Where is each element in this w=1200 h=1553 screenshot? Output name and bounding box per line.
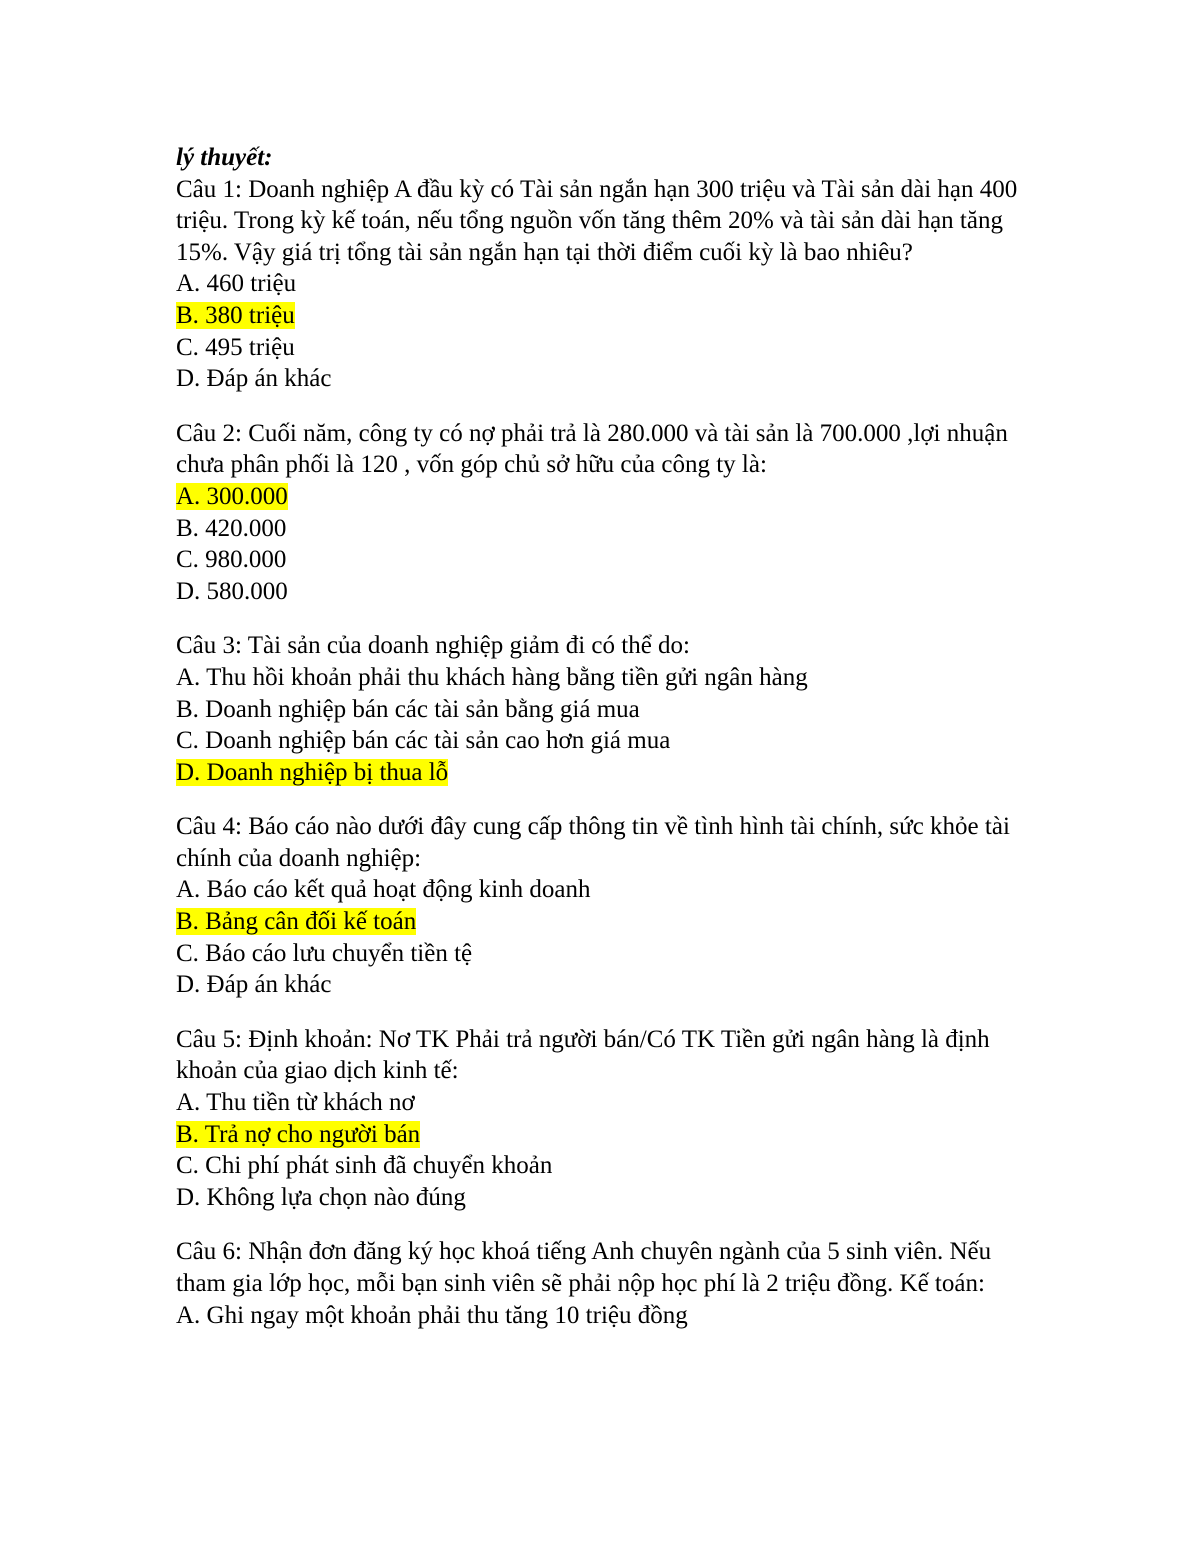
answer-option-label: A. 300.000: [176, 482, 288, 510]
answer-option-label: C. Doanh nghiệp bán các tài sản cao hơn giá mua: [176, 727, 671, 755]
question-block: [176, 174, 1036, 395]
answer-option-label: D. Đáp án khác: [176, 365, 332, 393]
question-text: Câu 3: Tài sản của doanh nghiệp giảm đi có thể do:: [176, 632, 691, 660]
answer-option-label: A. Báo cáo kết quả hoạt động kinh doanh: [176, 876, 591, 904]
answer-option-label: D. 580.000: [176, 577, 288, 605]
answer-option: [176, 544, 1036, 576]
answer-option-label: C. 495 triệu: [176, 333, 295, 361]
answer-option-label: A. Thu tiền từ khách nơ: [176, 1089, 415, 1117]
answer-option-label: C. 980.000: [176, 546, 287, 574]
answer-option-label: A. Thu hồi khoản phải thu khách hàng bằng tiền gửi ngân hàng: [176, 663, 808, 691]
answer-option: [176, 1300, 1036, 1332]
answer-option-label: B. Trả nợ cho người bán: [176, 1120, 421, 1148]
answer-option: [176, 1150, 1036, 1182]
question-list: [176, 174, 1036, 1332]
section-heading: lý thuyết:: [176, 144, 273, 171]
answer-option: [176, 268, 1036, 300]
answer-option-highlighted: [176, 300, 1036, 332]
answer-option-label: B. 380 triệu: [176, 301, 295, 329]
answer-option: [176, 576, 1036, 608]
answer-option-label: D. Doanh nghiệp bị thua lỗ: [176, 758, 449, 786]
answer-option-label: C. Báo cáo lưu chuyển tiền tệ: [176, 939, 473, 967]
answer-option: [176, 513, 1036, 545]
answer-option-label: A. 460 triệu: [176, 270, 297, 298]
answer-option-label: C. Chi phí phát sinh đã chuyển khoản: [176, 1152, 553, 1180]
question-block: [176, 418, 1036, 608]
document-content: [176, 142, 1036, 1354]
answer-option-highlighted: [176, 1119, 1036, 1151]
answer-option-label: B. Doanh nghiệp bán các tài sản bằng giá mua: [176, 695, 640, 723]
answer-option-label: D. Không lựa chọn nào đúng: [176, 1183, 466, 1211]
answer-option-highlighted: [176, 481, 1036, 513]
answer-option: [176, 662, 1036, 694]
answer-option: [176, 363, 1036, 395]
answer-option: [176, 332, 1036, 364]
question-block: [176, 1024, 1036, 1214]
question-text: Câu 1: Doanh nghiệp A đầu kỳ có Tài sản ngắn hạn 300 triệu và Tài sản dài hạn 400 triệu. Trong kỳ kế toán, nếu tổng nguồn vốn tăng thêm 20% và tài sản dài hạn tăng 15%. Vậy giá trị tổng tài sản ngắn hạn tại thời điểm cuối kỳ là bao nhiêu?: [176, 175, 1018, 266]
question-text: Câu 5: Định khoản: Nơ TK Phải trả người bán/Có TK Tiền gửi ngân hàng là định khoản của giao dịch kinh tế:: [176, 1025, 990, 1085]
answer-option-label: D. Đáp án khác: [176, 971, 332, 999]
question-block: [176, 630, 1036, 788]
question-block: [176, 1236, 1036, 1331]
answer-option-label: A. Ghi ngay một khoản phải thu tăng 10 triệu đồng: [176, 1301, 688, 1329]
answer-option: [176, 1087, 1036, 1119]
answer-option: [176, 938, 1036, 970]
answer-option: [176, 725, 1036, 757]
answer-option: [176, 969, 1036, 1001]
answer-option: [176, 694, 1036, 726]
answer-option: [176, 874, 1036, 906]
answer-option-highlighted: [176, 906, 1036, 938]
answer-option-highlighted: [176, 757, 1036, 789]
question-text: Câu 2: Cuối năm, công ty có nợ phải trả là 280.000 và tài sản là 700.000 ,lợi nhuận chưa phân phối là 120 , vốn góp chủ sở hữu của công ty là:: [176, 419, 1008, 479]
question-text: Câu 4: Báo cáo nào dưới đây cung cấp thông tin về tình hình tài chính, sức khỏe tài chính của doanh nghiệp:: [176, 813, 1010, 872]
question-text: Câu 6: Nhận đơn đăng ký học khoá tiếng Anh chuyên ngành của 5 sinh viên. Nếu tham gia lớp học, mỗi bạn sinh viên sẽ phải nộp học phí là 2 triệu đồng. Kế toán:: [176, 1238, 992, 1297]
answer-option-label: B. Bảng cân đối kế toán: [176, 908, 417, 936]
answer-option: [176, 1182, 1036, 1214]
answer-option-label: B. 420.000: [176, 514, 287, 542]
question-block: [176, 811, 1036, 1001]
